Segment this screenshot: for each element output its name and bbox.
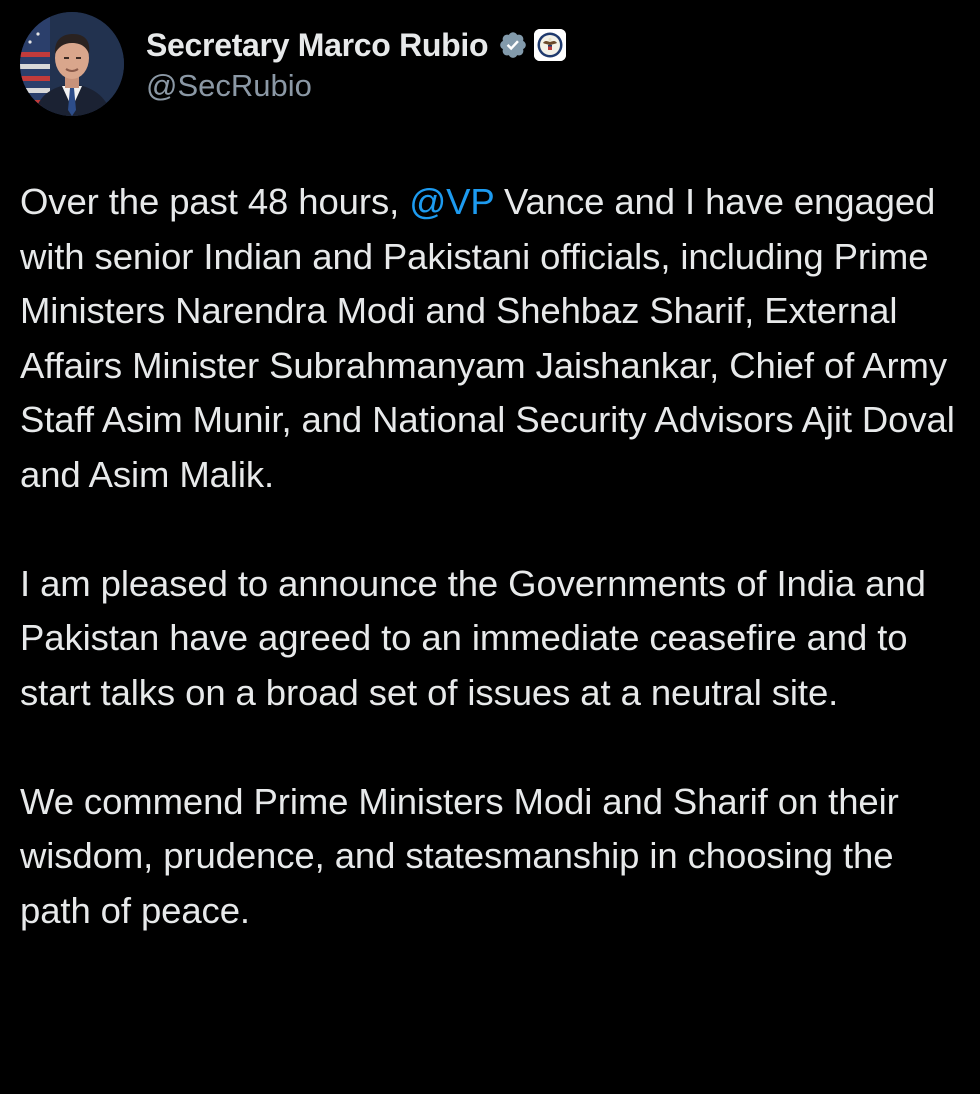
- vp-mention-link[interactable]: @VP: [409, 181, 494, 222]
- paragraph-text: Vance and I have engaged with senior Indian and Pakistani officials, including Prime Ministers Narendra Modi and Shehbaz Sharif, External Affairs Minister Subrahmanyam Jaishankar, Chief of Army Staff Asim Munir, and National Security Advisors Ajit Doval and Asim Malik.: [20, 181, 955, 495]
- post-paragraph-1: [20, 175, 965, 502]
- profile-photo-icon: [20, 12, 124, 116]
- post-paragraph-2: I am pleased to announce the Governments of India and Pakistan have agreed to an immediate ceasefire and to start talks on a broad set of issues at a neutral site.: [20, 562, 926, 713]
- author-avatar[interactable]: [20, 12, 124, 116]
- paragraph-text: Over the past 48 hours,: [20, 181, 410, 222]
- post-header: [20, 12, 566, 118]
- name-row: [146, 26, 566, 64]
- verified-badge-icon[interactable]: [498, 30, 528, 60]
- author-display-name[interactable]: Secretary Marco Rubio: [146, 26, 489, 63]
- post-paragraph-3: We commend Prime Ministers Modi and Sharif on their wisdom, prudence, and statesmanship in choosing the path of peace.: [20, 780, 899, 931]
- author-handle[interactable]: @SecRubio: [146, 68, 312, 103]
- author-identity: [146, 26, 566, 104]
- post-text: [20, 175, 965, 938]
- state-department-seal-icon[interactable]: [534, 29, 566, 61]
